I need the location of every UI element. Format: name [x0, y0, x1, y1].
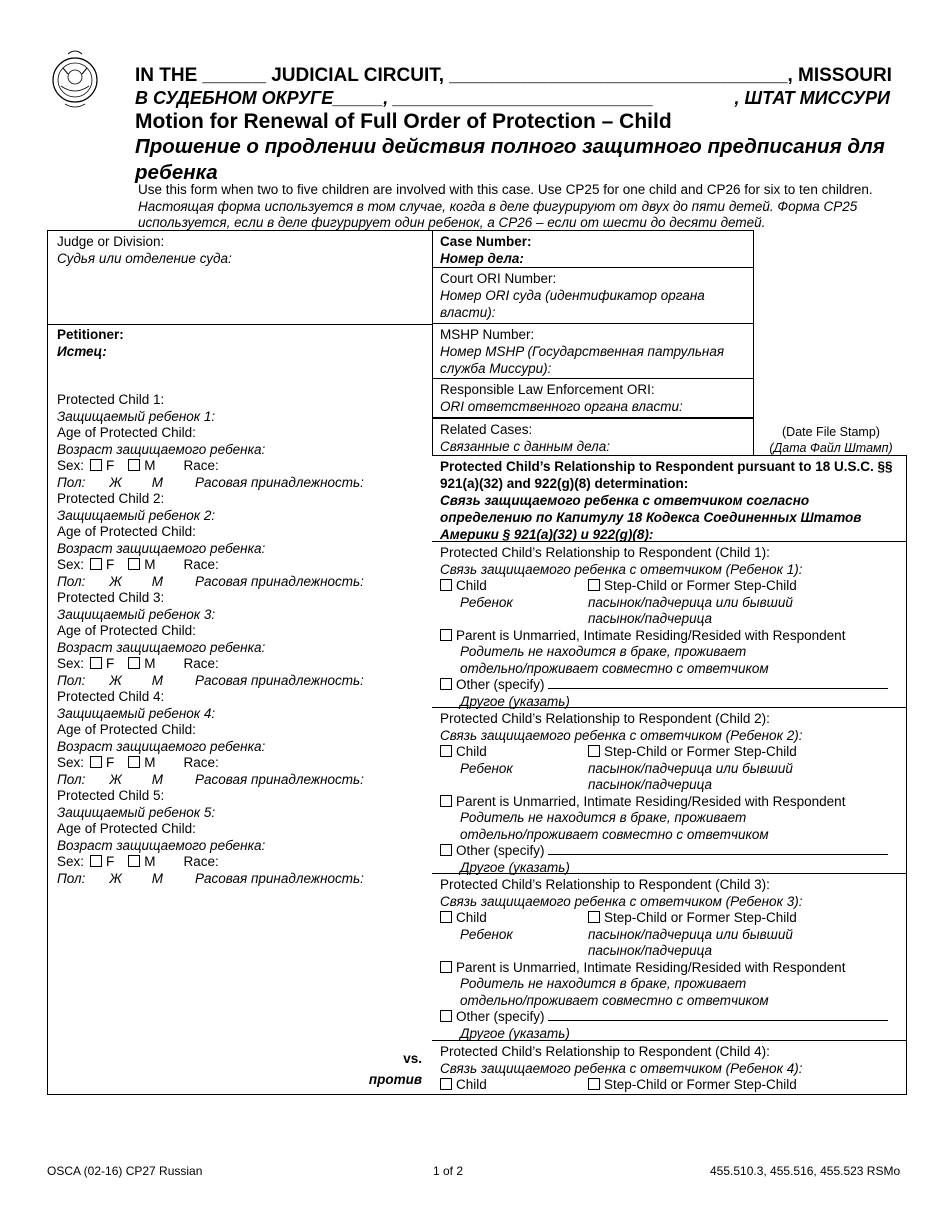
age-label: Age of Protected Child:	[57, 623, 196, 638]
step-child-option-label: Step-Child or Former Step-Child	[604, 578, 797, 593]
sex-m-checkbox[interactable]	[128, 459, 140, 471]
vs-label-ru: против	[368, 1072, 422, 1087]
step-child-option-label: Step-Child or Former Step-Child	[604, 910, 797, 925]
child-option-label-ru: Ребенок	[460, 926, 513, 942]
child-option-label-ru: Ребенок	[460, 760, 513, 776]
f-label-ru: Ж	[109, 474, 122, 490]
race-label: Race:	[183, 557, 219, 572]
other-specify-line[interactable]	[548, 1020, 888, 1021]
sex-race-row	[57, 754, 427, 771]
step-child-ru-cont	[440, 776, 898, 793]
age-label: Age of Protected Child:	[57, 425, 196, 440]
instructions	[138, 182, 908, 232]
age-label-ru: Возраст защищаемого ребенка:	[57, 639, 266, 655]
court-ori-label: Court ORI Number:	[440, 271, 557, 286]
relationship-section-child-4	[432, 1040, 906, 1096]
stamp-label-ru: (Дата Файл Штамп)	[769, 441, 893, 455]
judge-field[interactable]	[57, 233, 427, 267]
protected-child-block	[57, 589, 427, 688]
age-label-ru: Возраст защищаемого ребенка:	[57, 441, 266, 457]
child-checkbox[interactable]	[440, 745, 452, 757]
protected-children-list	[57, 391, 427, 886]
child-label: Protected Child 3:	[57, 590, 165, 605]
m-label: M	[144, 656, 156, 671]
other-option-label-ru: Другое (указать)	[460, 693, 570, 709]
parent-option-label-ru: Родитель не находится в браке, проживает	[460, 810, 747, 825]
instructions-en: Use this form when two to five children are involved with this case. Use CP25 for one child and CP26 for six to ten children.	[138, 182, 873, 197]
sex-race-row	[57, 655, 427, 672]
child-label-ru: Защищаемый ребенок 5:	[57, 804, 216, 820]
sex-label-ru: Пол:	[57, 870, 86, 886]
step-child-option-label-ru: пасынок/падчерица или бывший	[588, 926, 793, 942]
sex-label: Sex:	[57, 656, 85, 671]
case-number-label: Case Number:	[440, 234, 532, 249]
parent-option-label: Parent is Unmarried, Intimate Residing/Resided with Respondent	[456, 627, 846, 643]
section-title-ru: Связь защищаемого ребенка с ответчиком (Ребенок 1):	[440, 561, 803, 577]
sex-race-row	[57, 556, 427, 573]
m-label-ru: М	[151, 672, 163, 688]
mshp-label-ru: Номер MSHP (Государственная патрульная служба Миссури):	[440, 344, 725, 376]
other-row	[440, 842, 898, 859]
race-label: Race:	[183, 755, 219, 770]
mshp-field[interactable]	[432, 323, 754, 379]
case-number-label-ru: Номер дела:	[440, 251, 524, 266]
m-label: M	[144, 854, 156, 869]
parent-option-label-ru-2: отдельно/проживает совместно с ответчиком	[460, 660, 769, 676]
related-cases-field[interactable]	[432, 418, 754, 456]
m-label: M	[144, 458, 156, 473]
instructions-ru: Настоящая форма используется в том случае, когда в деле фигурируют от двух до пяти детей. Форма CP25 используется, если в деле фигурирует один ребенок, а CP26 – если от шести до десяти детей.	[138, 198, 858, 230]
age-label-ru: Возраст защищаемого ребенка:	[57, 540, 266, 556]
race-label-ru: Расовая принадлежность:	[195, 474, 364, 490]
age-label: Age of Protected Child:	[57, 524, 196, 539]
f-label: F	[106, 656, 115, 671]
child-step-row	[440, 577, 898, 594]
parent-row	[440, 627, 898, 644]
footer-form-id: OSCA (02-16) CP27 Russian	[47, 1164, 203, 1178]
child-label: Protected Child 5:	[57, 788, 165, 803]
sex-label: Sex:	[57, 854, 85, 869]
court-ori-label-ru: Номер ORI суда (идентификатор органа власти):	[440, 288, 705, 320]
m-label-ru: М	[151, 573, 163, 589]
court-line	[135, 65, 890, 87]
court-ori-field[interactable]	[432, 267, 754, 324]
step-child-checkbox[interactable]	[588, 1078, 600, 1090]
f-label: F	[106, 557, 115, 572]
sex-race-row-ru	[57, 573, 427, 590]
form-title: Motion for Renewal of Full Order of Protection – Child	[135, 110, 672, 133]
step-child-option-label-ru-2: пасынок/падчерица	[588, 777, 712, 792]
relationship-section-child-3	[432, 873, 906, 1040]
parent-option-label-ru: Родитель не находится в браке, проживает	[460, 644, 747, 659]
sex-f-checkbox[interactable]	[90, 657, 102, 669]
m-label-ru: М	[151, 870, 163, 886]
child-step-row-ru	[440, 760, 898, 777]
age-label: Age of Protected Child:	[57, 722, 196, 737]
law-enforcement-ori-label: Responsible Law Enforcement ORI:	[440, 382, 655, 397]
m-label: M	[144, 557, 156, 572]
court-line-ru-left: В СУДЕБНОМ ОКРУГЕ_____, __________________________	[135, 88, 654, 108]
child-step-row-ru	[440, 594, 898, 611]
m-label: M	[144, 755, 156, 770]
f-label-ru: Ж	[109, 870, 122, 886]
date-file-stamp	[756, 424, 906, 456]
sex-label: Sex:	[57, 557, 85, 572]
step-child-option-label: Step-Child or Former Step-Child	[604, 1077, 797, 1092]
child-label: Protected Child 4:	[57, 689, 165, 704]
child-step-row	[440, 743, 898, 760]
other-option-label: Other (specify)	[456, 677, 545, 692]
sex-label-ru: Пол:	[57, 672, 86, 688]
sex-race-row-ru	[57, 771, 427, 788]
other-checkbox[interactable]	[440, 678, 452, 690]
sex-m-checkbox[interactable]	[128, 558, 140, 570]
child-option-label: Child	[456, 1077, 487, 1092]
child-label-ru: Защищаемый ребенок 4:	[57, 705, 216, 721]
section-title-ru: Связь защищаемого ребенка с ответчиком (Ребенок 4):	[440, 1060, 803, 1076]
step-child-option-label: Step-Child or Former Step-Child	[604, 744, 797, 759]
relationship-section-child-1	[432, 541, 906, 707]
child-checkbox[interactable]	[440, 911, 452, 923]
parent-option-label-ru-2: отдельно/проживает совместно с ответчиком	[460, 826, 769, 842]
step-child-ru-cont	[440, 942, 898, 959]
missouri-state-seal	[50, 46, 100, 116]
step-child-option-label-ru-2: пасынок/падчерица	[588, 611, 712, 626]
section-title: Protected Child’s Relationship to Respondent (Child 4):	[440, 1044, 770, 1059]
child-label-ru: Защищаемый ребенок 1:	[57, 408, 216, 424]
court-line-right: , MISSOURI	[787, 65, 892, 86]
court-line-ru-right: , ШТАТ МИССУРИ	[734, 88, 890, 108]
sex-race-row	[57, 457, 427, 474]
section-title-ru: Связь защищаемого ребенка с ответчиком (Ребенок 2):	[440, 727, 803, 743]
sex-f-checkbox[interactable]	[90, 855, 102, 867]
f-label: F	[106, 458, 115, 473]
child-option-label-ru: Ребенок	[460, 594, 513, 610]
f-label-ru: Ж	[109, 771, 122, 787]
sex-m-checkbox[interactable]	[128, 657, 140, 669]
m-label-ru: М	[151, 474, 163, 490]
race-label-ru: Расовая принадлежность:	[195, 573, 364, 589]
child-option-label: Child	[456, 744, 487, 759]
other-specify-line[interactable]	[548, 688, 888, 689]
child-option-label: Child	[456, 578, 487, 593]
child-option-label: Child	[456, 910, 487, 925]
mshp-label: MSHP Number:	[440, 327, 535, 342]
f-label-ru: Ж	[109, 573, 122, 589]
other-row	[440, 1008, 898, 1025]
child-label-ru: Защищаемый ребенок 3:	[57, 606, 216, 622]
other-row	[440, 676, 898, 693]
child-label: Protected Child 2:	[57, 491, 165, 506]
step-child-option-label-ru: пасынок/падчерица или бывший	[588, 760, 793, 776]
other-option-label-ru: Другое (указать)	[460, 1025, 570, 1041]
parent-checkbox[interactable]	[440, 961, 452, 973]
parent-checkbox[interactable]	[440, 629, 452, 641]
step-child-checkbox[interactable]	[588, 911, 600, 923]
age-label: Age of Protected Child:	[57, 821, 196, 836]
race-label-ru: Расовая принадлежность:	[195, 672, 364, 688]
f-label: F	[106, 854, 115, 869]
step-child-option-label-ru-2: пасынок/падчерица	[588, 943, 712, 958]
section-title-ru: Связь защищаемого ребенка с ответчиком (Ребенок 3):	[440, 893, 803, 909]
child-label-ru: Защищаемый ребенок 2:	[57, 507, 216, 523]
race-label: Race:	[183, 854, 219, 869]
other-option-label-ru: Другое (указать)	[460, 859, 570, 875]
protected-child-block	[57, 787, 427, 886]
parent-option-label-ru-2: отдельно/проживает совместно с ответчиком	[460, 992, 769, 1008]
step-child-option-label-ru: пасынок/падчерица или бывший	[588, 594, 793, 610]
footer-statutes: 455.510.3, 455.516, 455.523 RSMo	[710, 1164, 901, 1178]
parent-option-label: Parent is Unmarried, Intimate Residing/Resided with Respondent	[456, 959, 846, 975]
race-label: Race:	[183, 458, 219, 473]
law-enforcement-ori-label-ru: ORI ответственного органа власти:	[440, 399, 683, 414]
parties-box	[47, 230, 433, 1095]
judge-label-ru: Судья или отделение суда:	[57, 251, 232, 266]
sex-race-row	[57, 853, 427, 870]
other-checkbox[interactable]	[440, 844, 452, 856]
relationship-box	[432, 455, 907, 1095]
f-label: F	[106, 755, 115, 770]
sex-race-row-ru	[57, 870, 427, 887]
petitioner-label: Petitioner:	[57, 327, 124, 342]
parent-row	[440, 959, 898, 976]
child-step-row	[440, 1076, 898, 1093]
protected-child-block	[57, 391, 427, 490]
sex-race-row-ru	[57, 672, 427, 689]
sex-label-ru: Пол:	[57, 474, 86, 490]
child-checkbox[interactable]	[440, 1078, 452, 1090]
relationship-section-child-2	[432, 707, 906, 873]
race-label-ru: Расовая принадлежность:	[195, 870, 364, 886]
related-cases-label: Related Cases:	[440, 422, 533, 437]
relationship-heading	[432, 456, 906, 541]
petitioner-field[interactable]	[57, 326, 427, 360]
sex-label: Sex:	[57, 755, 85, 770]
protected-child-block	[57, 490, 427, 589]
section-title: Protected Child’s Relationship to Respondent (Child 2):	[440, 711, 770, 726]
sex-f-checkbox[interactable]	[90, 756, 102, 768]
stamp-label: (Date File Stamp)	[782, 425, 880, 439]
step-child-ru-cont	[440, 610, 898, 627]
relationship-heading-ru: Связь защищаемого ребенка с ответчиком согласно определению по Капитулу 18 Кодекса Соединенных Штатов Америки § 921(a)(32) и 922(g)(8):	[440, 493, 862, 542]
protected-child-block	[57, 688, 427, 787]
parent-checkbox[interactable]	[440, 795, 452, 807]
vs-label: vs.	[403, 1051, 422, 1066]
sex-f-checkbox[interactable]	[90, 558, 102, 570]
sex-m-checkbox[interactable]	[128, 855, 140, 867]
child-step-row	[440, 909, 898, 926]
petitioner-label-ru: Истец:	[57, 344, 107, 359]
form-title-ru: Прошение о продлении действия полного защитного предписания для ребенка	[135, 135, 885, 184]
sex-label-ru: Пол:	[57, 573, 86, 589]
age-label-ru: Возраст защищаемого ребенка:	[57, 738, 266, 754]
child-label: Protected Child 1:	[57, 392, 165, 407]
sex-label: Sex:	[57, 458, 85, 473]
other-option-label: Other (specify)	[456, 843, 545, 858]
other-checkbox[interactable]	[440, 1010, 452, 1022]
step-child-checkbox[interactable]	[588, 745, 600, 757]
judge-label: Judge or Division:	[57, 234, 165, 249]
child-step-row-ru	[440, 926, 898, 943]
m-label-ru: М	[151, 771, 163, 787]
parent-option-label: Parent is Unmarried, Intimate Residing/Resided with Respondent	[456, 793, 846, 809]
law-enforcement-ori-field[interactable]	[432, 378, 754, 418]
section-title: Protected Child’s Relationship to Respondent (Child 3):	[440, 877, 770, 892]
other-option-label: Other (specify)	[456, 1009, 545, 1024]
section-title: Protected Child’s Relationship to Respondent (Child 1):	[440, 545, 770, 560]
parent-row	[440, 793, 898, 810]
court-line-ru	[135, 87, 890, 109]
relationship-heading-en: Protected Child’s Relationship to Respondent pursuant to 18 U.S.C. §§ 921(a)(32) and 922(g)(8) determination:	[440, 459, 893, 491]
sex-m-checkbox[interactable]	[128, 756, 140, 768]
case-number-field[interactable]	[432, 230, 754, 268]
footer-page-number: 1 of 2	[433, 1164, 464, 1178]
age-label-ru: Возраст защищаемого ребенка:	[57, 837, 266, 853]
step-child-checkbox[interactable]	[588, 579, 600, 591]
other-specify-line[interactable]	[548, 854, 888, 855]
parent-option-label-ru: Родитель не находится в браке, проживает	[460, 976, 747, 991]
child-checkbox[interactable]	[440, 579, 452, 591]
sex-label-ru: Пол:	[57, 771, 86, 787]
court-line-left: IN THE ______ JUDICIAL CIRCUIT, ________________________________	[135, 65, 788, 86]
sex-race-row-ru	[57, 474, 427, 491]
f-label-ru: Ж	[109, 672, 122, 688]
related-cases-label-ru: Связанные с данным дела:	[440, 439, 611, 454]
divider	[48, 324, 432, 325]
sex-f-checkbox[interactable]	[90, 459, 102, 471]
race-label: Race:	[183, 656, 219, 671]
race-label-ru: Расовая принадлежность:	[195, 771, 364, 787]
